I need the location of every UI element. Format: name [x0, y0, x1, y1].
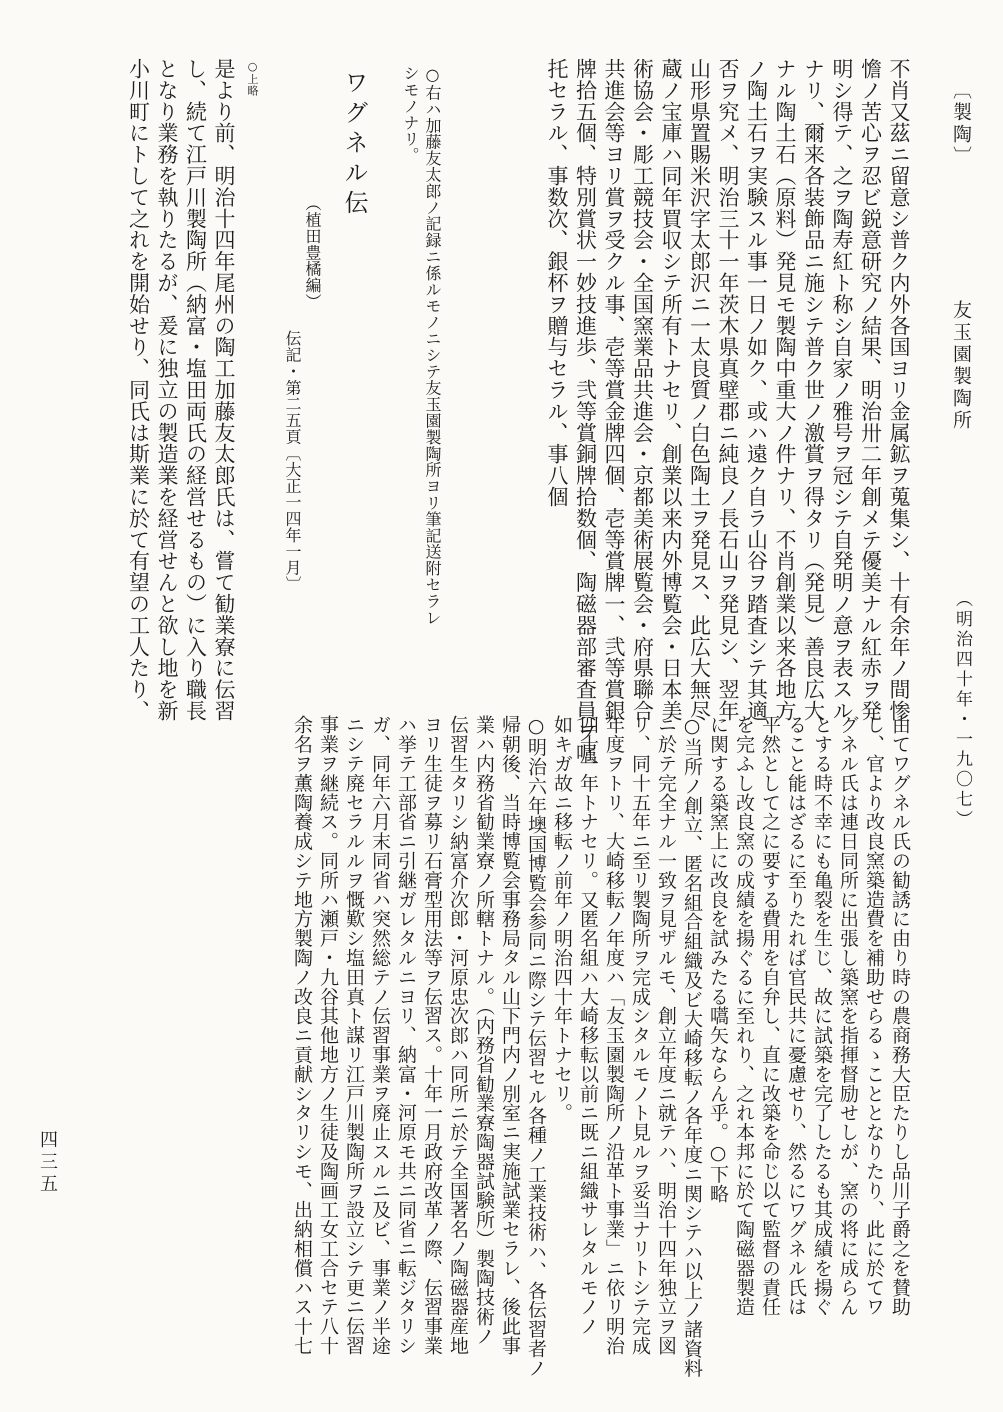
biography-text	[88, 58, 238, 722]
text-line: 事業ヲ継続ス。同所ハ瀬戸・九谷其他地方ノ生徒及陶画工女工合セテ八十	[317, 715, 339, 1356]
text-line: 由てワグネル氏の勧誘に由り時の農商務大臣たりし品川子爵之を賛助	[889, 715, 911, 1317]
text-line: 是より前、明治十四年尾州の陶工加藤友太郎氏は、嘗て勧業寮に伝習	[212, 58, 236, 722]
text-line: に関する築窯上に改良を試みたる嚆矢ならん乎。○下略	[707, 715, 729, 1203]
section-title-head	[948, 300, 975, 432]
text-line: 四十一年トナセリ。又匿名組ハ大崎移転以前ニ既ニ組織サレタルモノノ	[577, 715, 599, 1336]
text-line: 余名ヲ薫陶養成シテ地方製陶ノ改良ニ貢献シタリシモ、出納相償ハス十七	[291, 715, 313, 1356]
omission-mark	[241, 60, 263, 680]
running-head	[948, 80, 975, 168]
text-line: ヨリ生徒ヲ募リ石膏型用法等ヲ伝習ス。十年一月政府改革ノ際、伝習事業	[421, 715, 443, 1356]
lower-text	[83, 715, 913, 1378]
text-line: グネル氏は連日同所に出張し築窯を指揮督励せしが、窯の将に成らん	[837, 715, 859, 1317]
section-title: 友玉園製陶所	[950, 300, 972, 432]
text-line: ノ陶土石ヲ実験スル事一日ノ如ク、或ハ遠ク自ラ山谷ヲ踏査シテ其適	[744, 58, 769, 722]
text-line: ナリ、爾来各装飾品ニ施シテ普ク世ノ激賞ヲ得タリ（発見）善良広大	[801, 58, 826, 722]
upper-main-text	[443, 58, 913, 765]
text-line: 如キガ故ニ移転ノ前年ノ明治四十年トナセリ。	[551, 715, 573, 1123]
page-number-label: 四三五	[37, 1130, 58, 1196]
note-line: シモノナリ。	[401, 65, 420, 164]
text-line: ガ、同年六月末同省ハ突然総テノ伝習事業ヲ廃止スルニ及ビ、事業ノ半途	[369, 715, 391, 1356]
text-line: 憺ノ苦心ヲ忍ビ鋭意研究ノ結果、明治卅二年創メテ優美ナル紅赤ヲ発	[858, 58, 883, 722]
text-line: ハ挙テ工部省ニ引継ガレタルニヨリ、納富・河原モ共ニ同省ニ転ジタリシ	[395, 715, 417, 1356]
text-line: 否ヲ究メ、明治三十一年茨木県真壁郡ニ純良ノ長石山ヲ発見シ、翌年	[716, 58, 740, 722]
biography-title: ワグネル伝	[340, 70, 368, 220]
text-line: 術協会・彫工競技会・全国窯業品共進会・京都美術展覧会・府県聯合	[630, 58, 655, 722]
text-line: 伝習生タリシ納富介次郎・河原忠次郎ハ同所ニ於テ全国著名ノ陶磁器産地	[447, 715, 469, 1356]
text-line: 業ハ内務省勧業寮ノ所轄トナル。（内務省勧業寮陶器試験所）製陶技術ノ	[473, 715, 495, 1346]
text-line: ○明治六年墺国博覧会参同ニ際シテ伝習セル各種ノ工業技術ハ、各伝習者ノ	[525, 715, 547, 1378]
text-line: ニシテ廃セラルルヲ慨歎シ塩田真ト謀リ江戸川製陶所ヲ設立シテ更ニ伝習	[343, 715, 365, 1356]
text-line: 牌拾五個、特別賞状一妙技進歩、弐等賞銅牌拾数個、陶磁器部審査員ヲ嘱	[573, 58, 598, 765]
text-line: を完ふし改良窯の成績を揚ぐるに至れり、之れ本邦に於て陶磁器製造	[733, 715, 755, 1317]
source-ref: 伝記・第二五頁〔大正一四年一月〕	[283, 330, 302, 593]
note-line: ○右ハ加藤友太郎ノ記録ニ係ルモノニシテ友玉園製陶所ヨリ筆記送附セラレ	[423, 65, 442, 626]
text-line: ニ於テ完全ナル一致ヲ見ザルモ、創立年度ニ就テハ、明治十四年独立ヲ図	[655, 715, 677, 1356]
category-label: 〔製陶〕	[950, 80, 972, 168]
text-line: ○当所ノ創立、匿名組合組織及ビ大崎移転ノ各年度ニ関シテハ以上ノ諸資料	[681, 715, 703, 1378]
era-head	[950, 590, 975, 830]
text-line: 明シ得テ、之ヲ陶寿紅ト称シ自家ノ雅号ヲ冠シテ自発明ノ意ヲ表スル	[830, 58, 854, 722]
text-line: 小川町にトして之れを開始せり、同氏は斯業に於て有望の工人たり、	[126, 58, 151, 722]
text-line: ること能はざるに至りたれば官民共に憂慮せり、然るにワグネル氏は	[785, 715, 807, 1317]
text-line: 蔵ノ宝庫ハ同年買収シテ所有トナセリ、創業以来内外博覧会・日本美	[659, 58, 683, 722]
text-line: となり業務を執りたるが、爰に独立の製造業を経営せんと欲し地を新	[155, 58, 179, 722]
source-note	[373, 65, 443, 685]
text-line: とする時不幸にも亀裂を生じ、故に試築を完了したるも其成績を揚ぐ	[811, 715, 833, 1317]
page-number	[34, 1130, 60, 1196]
omission-label: ○上略	[246, 60, 259, 97]
text-line: 托セラル、事数次、銀杯ヲ贈与セラル、事八個	[545, 58, 569, 508]
text-line: 帰朝後、当時博覧会事務局タル山下門内ノ別室ニ実施試業セラレ、後此事	[499, 715, 521, 1356]
text-line: 平然として之に要する費用を自弁し、直に改築を命じ以て監督の責任	[759, 715, 781, 1317]
era-label: （明治四十年・一九〇七）	[952, 590, 972, 830]
text-line: 年度ヲトリ、大崎移転ノ年度ハ「友玉園製陶所ノ沿革ト事業」ニ依リ明治	[603, 715, 625, 1356]
text-line: 共進会等ヨリ賞ヲ受クル事、壱等賞金牌四個、壱等賞牌一、弐等賞銀	[602, 58, 626, 722]
editor-name: （植田豊橘編）	[303, 195, 322, 310]
text-line: し、続て江戸川製陶所（納富・塩田両氏の経営せるもの）に入り職長	[183, 58, 208, 722]
text-line: リ、同十五年ニ至リ製陶所ヲ完成シタルモノト見ルヲ妥当ナリトシテ完成	[629, 715, 651, 1356]
text-line: ナル陶土石（原料）発見モ製陶中重大ノ件ナリ、不肖創業以来各地方	[773, 58, 797, 722]
text-line: 不肖又茲ニ留意シ普ク内外各国ヨリ金属鉱ヲ蒐集シ、十有余年ノ間惨	[887, 58, 911, 722]
text-line: し、官より改良窯築造費を補助せらるゝこととなりたり、此に於てワ	[863, 715, 885, 1317]
text-line: 山形県置賜米沢字太郎沢ニ一太良質ノ白色陶土ヲ発見ス、此広大無尽	[687, 58, 712, 722]
